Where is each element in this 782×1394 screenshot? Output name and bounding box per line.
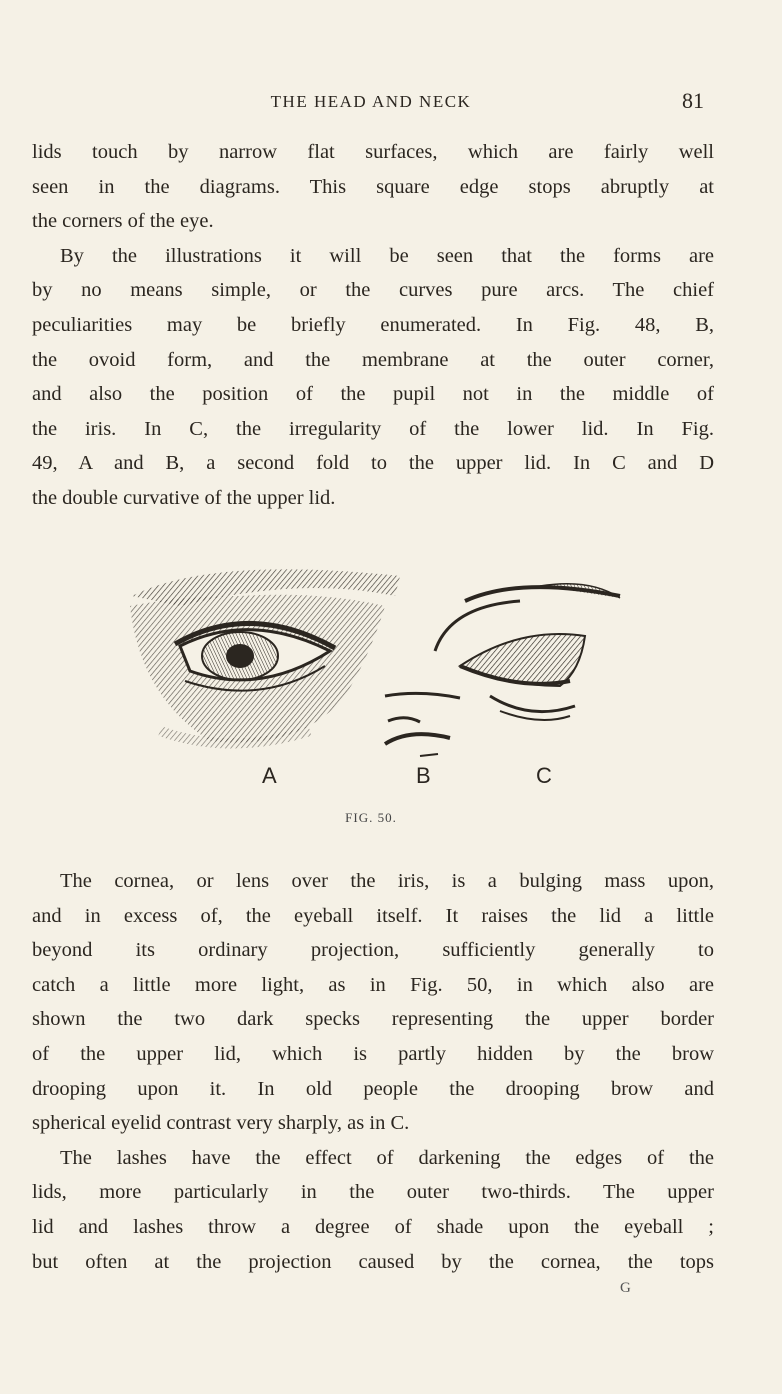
text-line: and in excess of, the eyeball itself. It raises the lid a little xyxy=(32,904,714,927)
text-line: lids touch by narrow flat surfaces, which are fairly well xyxy=(32,141,714,163)
text-line: The cornea, or lens over the iris, is a bulging mass upon, xyxy=(60,870,714,892)
text-line: By the illustrations it will be seen that the forms are xyxy=(60,244,714,267)
signature-mark: G xyxy=(620,1280,631,1296)
text-line: shown the two dark specks representing the upper border xyxy=(32,1008,714,1031)
figure-label-c: C xyxy=(536,763,552,788)
text-line: catch a little more light, as in Fig. 50, in which also are xyxy=(32,973,714,996)
text-line: the ovoid form, and the membrane at the outer corner, xyxy=(32,348,714,371)
text-line: beyond its ordinary projection, sufficiently generally to xyxy=(32,939,714,962)
text-line: the double curvative of the upper lid. xyxy=(32,486,336,509)
paragraph-block-top xyxy=(32,135,714,516)
text-line: lid and lashes throw a degree of shade upon the eyeball ; xyxy=(32,1215,714,1238)
page-number: 81 xyxy=(682,88,704,113)
text-line: of the upper lid, which is partly hidden by the brow xyxy=(32,1042,714,1065)
text-line: by no means simple, or the curves pure arcs. The chief xyxy=(32,279,714,302)
text-line: The lashes have the effect of darkening the edges of the xyxy=(60,1146,714,1169)
text-line: lids, more particularly in the outer two-thirds. The upper xyxy=(32,1181,714,1204)
text-line: seen in the diagrams. This square edge stops abruptly at xyxy=(32,175,714,198)
eye-sketch-a xyxy=(130,569,400,743)
text-line: the corners of the eye. xyxy=(32,210,214,233)
figure-label-a: A xyxy=(262,763,277,788)
text-line: peculiarities may be briefly enumerated. In Fig. 48, B, xyxy=(32,313,714,336)
eye-sketch-b xyxy=(385,693,460,756)
running-head xyxy=(0,88,782,118)
eye-sketch-c xyxy=(435,584,620,720)
paragraph-block-bottom xyxy=(32,864,714,1279)
figure-label-b: B xyxy=(416,763,431,788)
figure-caption: FIG. 50. xyxy=(345,810,397,825)
text-line: but often at the projection caused by the cornea, the tops xyxy=(32,1250,714,1273)
text-line: drooping upon it. In old people the drooping brow and xyxy=(32,1077,714,1100)
text-line: the iris. In C, the irregularity of the lower lid. In Fig. xyxy=(32,417,714,440)
eye-illustration-figure xyxy=(120,556,640,796)
text-line: and also the position of the pupil not in the middle of xyxy=(32,383,714,406)
eye-sketch-illustration xyxy=(120,556,640,796)
text-line: 49, A and B, a second fold to the upper lid. In C and D xyxy=(32,452,714,475)
running-title: THE HEAD AND NECK xyxy=(270,92,472,111)
text-line: spherical eyelid contrast very sharply, as in C. xyxy=(32,1112,410,1135)
